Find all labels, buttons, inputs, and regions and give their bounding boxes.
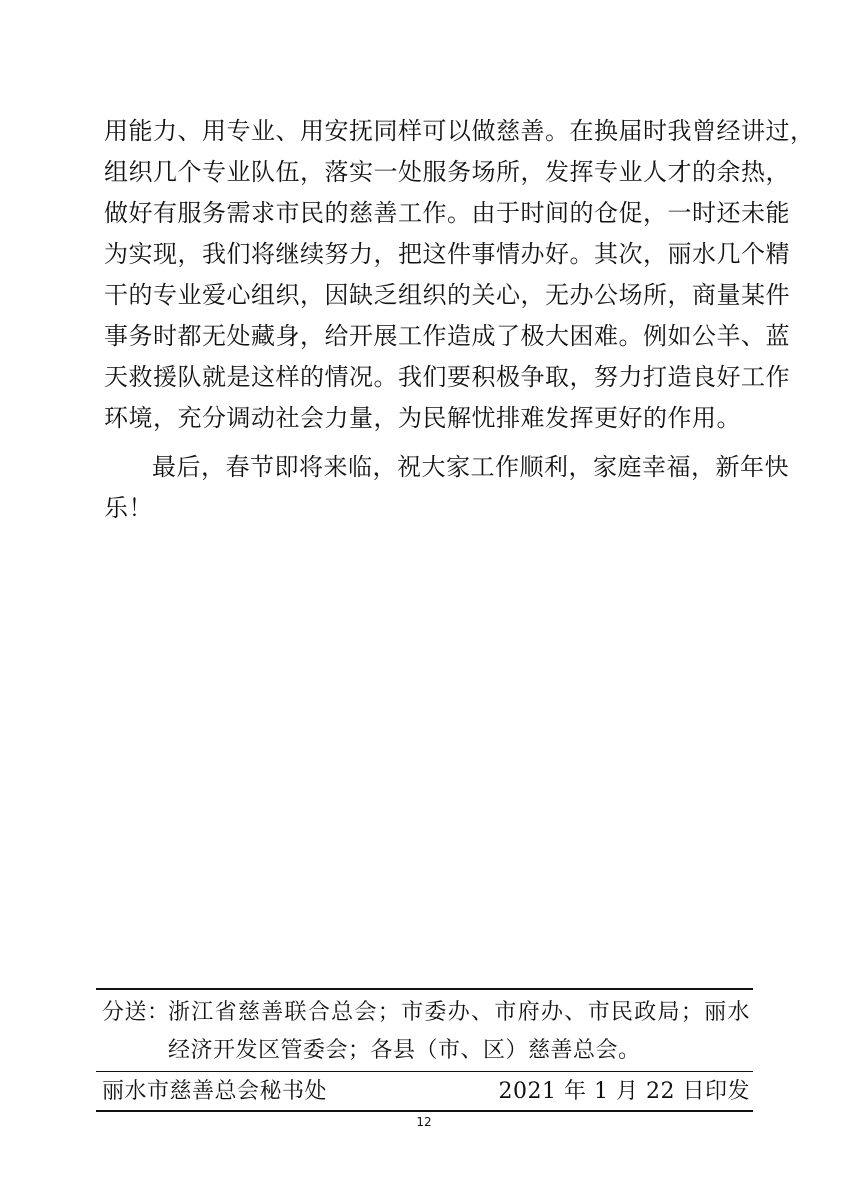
- body-line: 组织几个专业队伍，落实一处服务场所，发挥专业人才的余热，: [104, 158, 790, 186]
- footer-middle-rule: [96, 1071, 753, 1072]
- body-line: 做好有服务需求市民的慈善工作。由于时间的仓促，一时还未能: [104, 199, 790, 227]
- body-line: 事务时都无处藏身，给开展工作造成了极大困难。例如公羊、蓝: [104, 322, 790, 350]
- body-line: 环境，充分调动社会力量，为民解忧排难发挥更好的作用。: [104, 404, 741, 432]
- footer-bottom-rule: [96, 1110, 753, 1112]
- page-number: 12: [416, 1115, 432, 1129]
- closing-line: 最后，春节即将来临，祝大家工作顺利，家庭幸福，新年快: [152, 453, 789, 481]
- distribution-line: 浙江省慈善联合总会；市委办、市府办、市民政局；丽水: [168, 1000, 750, 1025]
- footer-top-rule: [96, 988, 753, 990]
- body-line: 天救援队就是这样的情况。我们要积极争取，努力打造良好工作: [104, 363, 790, 391]
- closing-line: 乐！: [104, 494, 153, 522]
- distribution-label: 分送：: [102, 1000, 170, 1025]
- issue-date: 2021 年 1 月 22 日印发: [498, 1079, 750, 1104]
- body-line: 干的专业爱心组织，因缺乏组织的关心，无办公场所，商量某件: [104, 281, 790, 309]
- body-line: 用能力、用专业、用安抚同样可以做慈善。在换届时我曾经讲过，: [104, 117, 815, 145]
- body-line: 为实现，我们将继续努力，把这件事情办好。其次，丽水几个精: [104, 240, 790, 268]
- issuer: 丽水市慈善总会秘书处: [102, 1079, 328, 1104]
- distribution-line: 经济开发区管委会；各县（市、区）慈善总会。: [168, 1038, 641, 1063]
